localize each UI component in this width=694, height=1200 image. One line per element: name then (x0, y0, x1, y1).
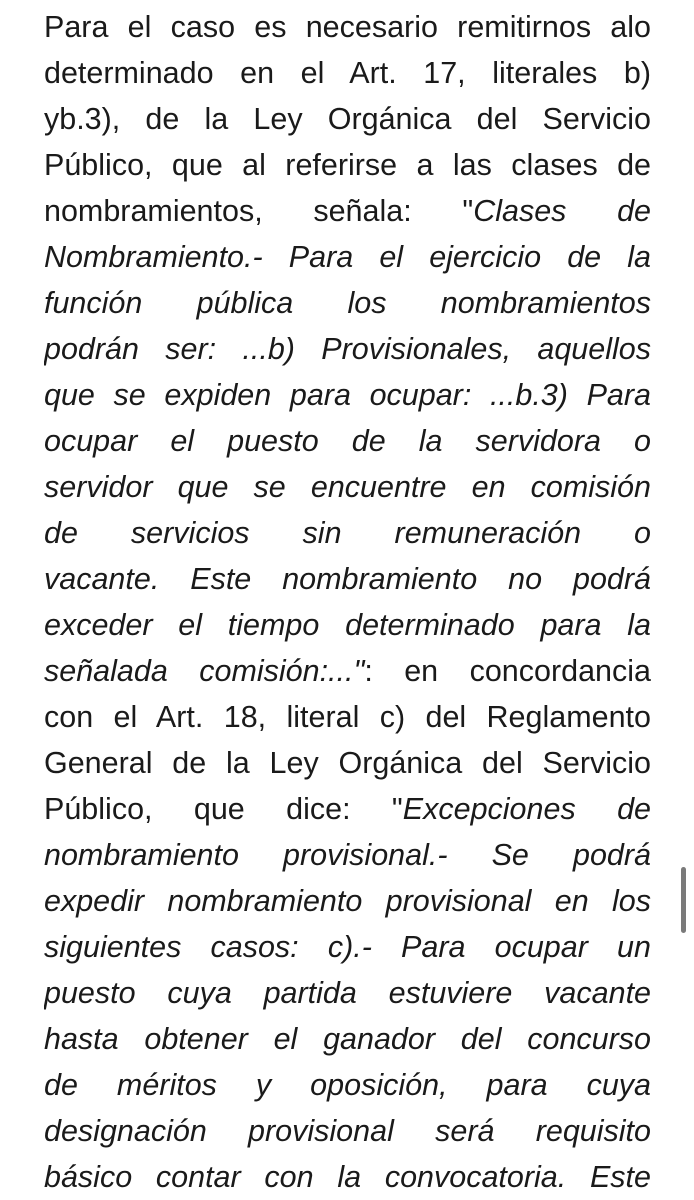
quoted-text-segment: designación provisional será requisito (44, 1114, 651, 1148)
text-line (44, 924, 651, 970)
text-line (44, 234, 651, 280)
text-line (44, 786, 651, 832)
quoted-text-segment: básico contar con la convocatoria. Este (44, 1160, 651, 1194)
text-segment: determinado en el Art. 17, literales b) (44, 56, 651, 90)
text-line (44, 1108, 651, 1154)
quoted-text-segment: función pública los nombramientos (44, 286, 651, 320)
scrollbar-thumb[interactable] (681, 867, 686, 933)
quoted-text-segment: hasta obtener el ganador del concurso (44, 1022, 651, 1056)
text-line (44, 50, 651, 96)
quoted-text-segment: vacante. Este nombramiento no podrá (44, 562, 651, 596)
text-segment: nombramientos, señala: " (44, 194, 474, 228)
quoted-text-segment: exceder el tiempo determinado para la (44, 608, 651, 642)
quoted-text-segment: podrán ser: ...b) Provisionales, aquellos (44, 332, 651, 366)
quoted-text-segment: ocupar el puesto de la servidora o (44, 424, 651, 458)
quoted-text-segment: siguientes casos: c).- Para ocupar un (44, 930, 651, 964)
text-segment: : en concordancia (364, 654, 651, 688)
text-line (44, 280, 651, 326)
text-line (44, 1016, 651, 1062)
text-line (44, 418, 651, 464)
text-line (44, 96, 651, 142)
text-line (44, 1154, 651, 1200)
text-line (44, 878, 651, 924)
text-line (44, 740, 651, 786)
text-line (44, 648, 651, 694)
quoted-text-segment: señalada comisión:..." (44, 654, 365, 688)
text-line (44, 694, 651, 740)
document-text (44, 0, 651, 1200)
text-segment: General de la Ley Orgánica del Servicio (44, 746, 651, 780)
text-line (44, 1062, 651, 1108)
quoted-text-segment: expedir nombramiento provisional en los (44, 884, 651, 918)
text-segment: yb.3), de la Ley Orgánica del Servicio (44, 102, 651, 136)
quoted-text-segment: que se expiden para ocupar: ...b.3) Para (44, 378, 651, 412)
quoted-text-segment: Clases de (473, 194, 651, 228)
quoted-text-segment: Nombramiento.- Para el ejercicio de la (44, 240, 651, 274)
text-segment: con el Art. 18, literal c) del Reglamento (44, 700, 651, 734)
text-line (44, 142, 651, 188)
text-segment: Público, que al referirse a las clases de (44, 148, 651, 182)
text-line (44, 326, 651, 372)
text-line (44, 464, 651, 510)
text-line (44, 970, 651, 1016)
text-segment: Público, que dice: " (44, 792, 403, 826)
text-line (44, 4, 651, 50)
text-line (44, 602, 651, 648)
text-line (44, 188, 651, 234)
text-line (44, 372, 651, 418)
quoted-text-segment: de méritos y oposición, para cuya (44, 1068, 651, 1102)
text-line (44, 556, 651, 602)
text-segment: Para el caso es necesario remitirnos alo (44, 10, 651, 44)
quoted-text-segment: servidor que se encuentre en comisión (44, 470, 651, 504)
text-line (44, 832, 651, 878)
quoted-text-segment: nombramiento provisional.- Se podrá (44, 838, 651, 872)
quoted-text-segment: Excepciones de (402, 792, 651, 826)
quoted-text-segment: puesto cuya partida estuviere vacante (44, 976, 651, 1010)
text-line (44, 510, 651, 556)
quoted-text-segment: de servicios sin remuneración o (44, 516, 651, 550)
